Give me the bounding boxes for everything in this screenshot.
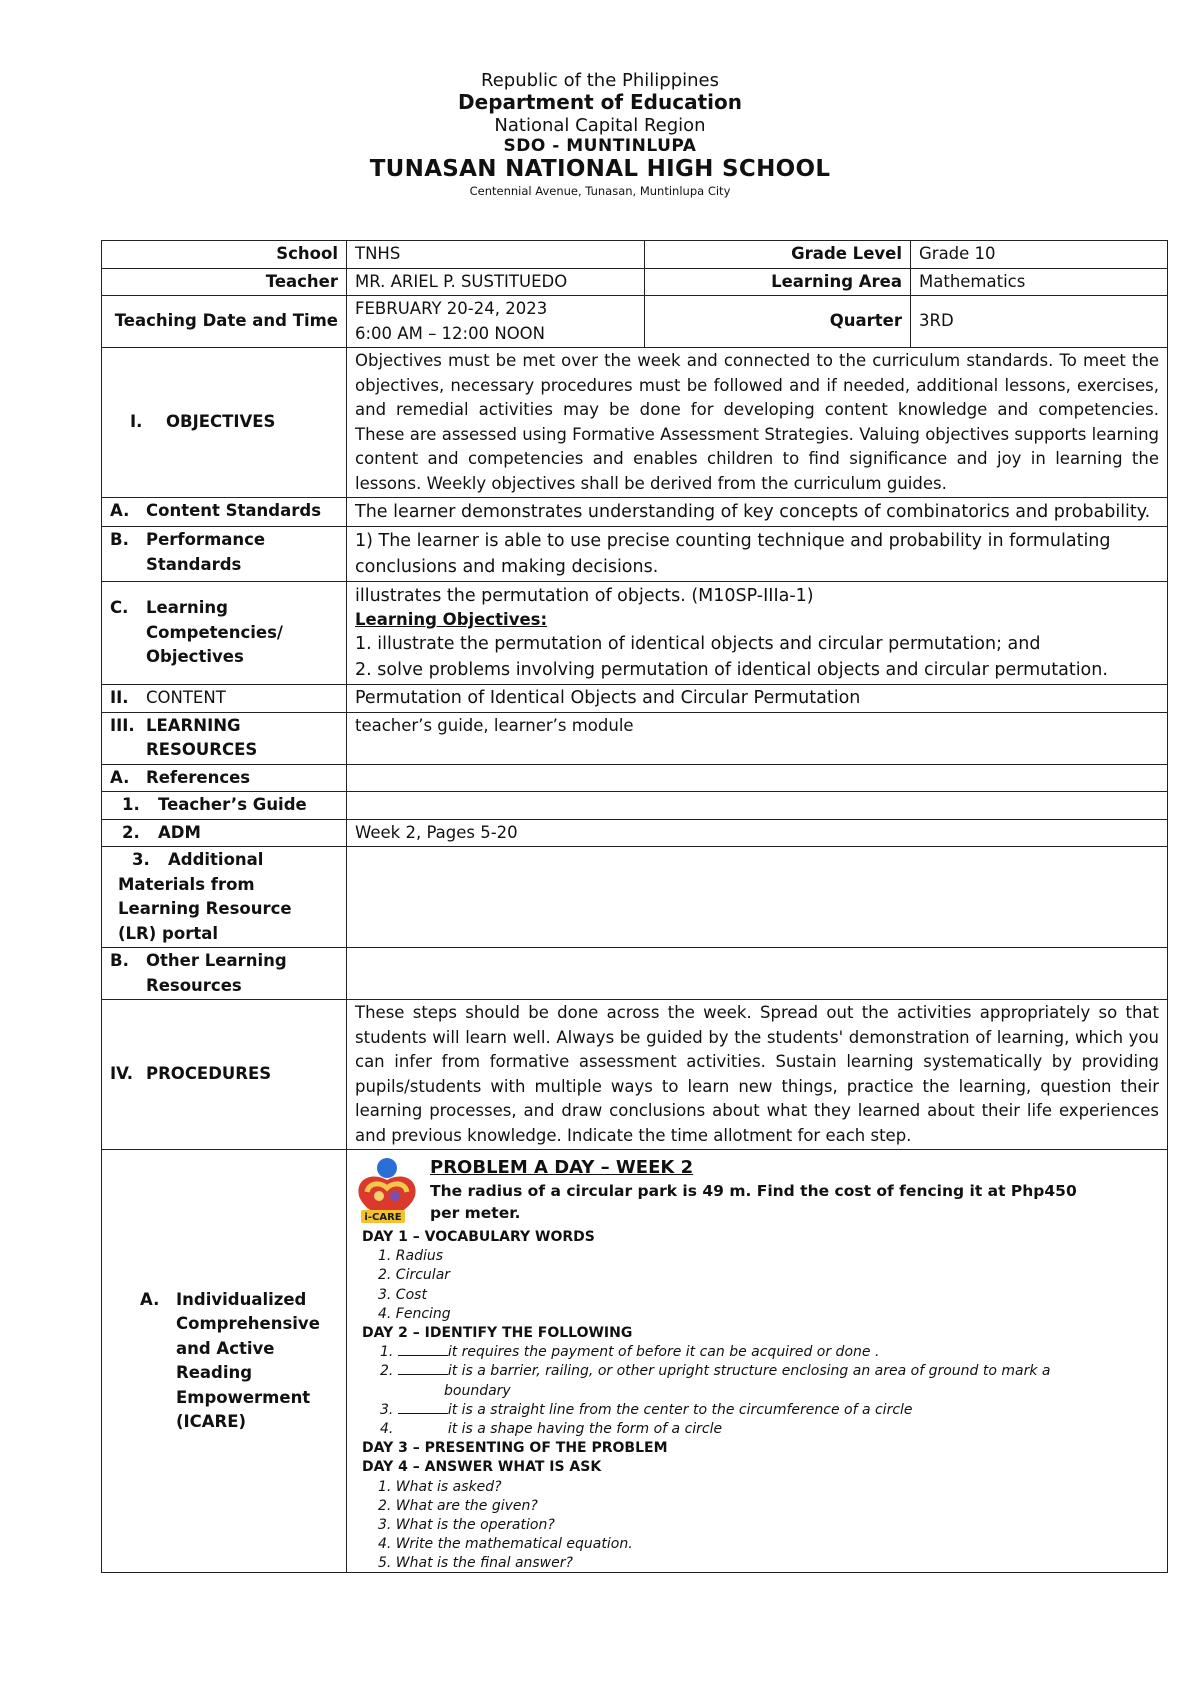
- school-address: Centennial Avenue, Tunasan, Muntinlupa City: [469, 184, 731, 199]
- procedures-text: These steps should be done across the week. Spread out the activities appropriately so that students will learn well. Always be guided by the students' demonstration of learning, which you can infer from formative assessment activities. Sustain learning systematically by providing pupils/students with multiple ways to learn new things, practice the learning, question their learning processes, and draw conclusions about what they learned about their life experiences and previous knowledge. Indicate the time allotment for each step.: [347, 1000, 1168, 1150]
- area-label: Learning Area: [645, 268, 911, 296]
- icare-label-1: Individualized: [176, 1289, 307, 1309]
- grade-label: Grade Level: [645, 241, 911, 269]
- other-resources-value: [347, 948, 1168, 1000]
- procedures-num: IV.: [110, 1064, 134, 1084]
- identify-item-1: 1. it requires the payment of before it can be acquired or done .: [380, 1344, 880, 1361]
- learning-competencies-label-cell: [102, 582, 347, 685]
- problem-title: PROBLEM A DAY – WEEK 2: [430, 1157, 694, 1178]
- content-label-cell: [102, 685, 347, 713]
- learning-objectives-heading: Learning Objectives:: [355, 610, 548, 629]
- teachers-guide-label-cell: [102, 792, 347, 820]
- icare-label-2: Comprehensive: [176, 1314, 320, 1333]
- icare-label-5: Empowerment: [176, 1387, 311, 1407]
- content-text: Permutation of Identical Objects and Circular Permutation: [347, 685, 1168, 713]
- references-label: References: [146, 767, 251, 787]
- other-resources-num: B.: [110, 951, 129, 970]
- icare-row: [102, 1150, 1168, 1573]
- vocab-item: 2. Circular: [378, 1267, 451, 1284]
- quarter-value: 3RD: [911, 296, 1168, 348]
- day-2-heading: DAY 2 – IDENTIFY THE FOLLOWING: [362, 1325, 633, 1342]
- content-standards-label-cell: [102, 498, 347, 527]
- learning-competencies-row: [102, 582, 1168, 685]
- learning-competencies-label-2: Competencies/: [146, 622, 283, 642]
- additional-materials-label-3: Learning Resource: [118, 899, 292, 918]
- icare-content-cell: [347, 1150, 1168, 1573]
- learning-objective-1: 1. illustrate the permutation of identical objects and circular permutation; and: [355, 634, 1041, 654]
- teachers-guide-value: [347, 792, 1168, 820]
- content-num: II.: [110, 688, 129, 707]
- other-resources-row: [102, 948, 1168, 1000]
- question-item: 5. What is the final answer?: [378, 1555, 573, 1572]
- icare-label-3: and Active: [176, 1338, 275, 1358]
- adm-value: Week 2, Pages 5-20: [347, 819, 1168, 847]
- vocab-item: 4. Fencing: [378, 1305, 451, 1322]
- daily-lesson-log-table: [101, 240, 1168, 1573]
- problem-line-1: The radius of a circular park is 49 m. Find the cost of fencing it at Php450: [430, 1182, 1077, 1200]
- question-item: 2. What are the given?: [378, 1497, 538, 1514]
- teacher-value: MR. ARIEL P. SUSTITUEDO: [347, 268, 645, 296]
- adm-label: ADM: [158, 822, 201, 842]
- info-row-school: [102, 241, 1168, 269]
- icare-label-cell: [102, 1150, 347, 1573]
- content-label: CONTENT: [146, 688, 226, 707]
- additional-materials-row: [102, 847, 1168, 948]
- identify-item-4: 4. it is a shape having the form of a circle: [380, 1421, 723, 1438]
- question-item: 4. Write the mathematical equation.: [378, 1536, 633, 1553]
- learning-resources-label-2: RESOURCES: [146, 740, 258, 759]
- learning-resources-label-cell: [102, 712, 347, 764]
- procedures-label-cell: [102, 1000, 347, 1150]
- problem-a-day-panel: [347, 1150, 1167, 1572]
- learning-resources-label-1: LEARNING: [146, 715, 241, 735]
- procedures-row: [102, 1000, 1168, 1150]
- day-4-heading: DAY 4 – ANSWER WHAT IS ASK: [362, 1459, 602, 1476]
- additional-materials-label-2: Materials from: [118, 874, 255, 894]
- icare-logo-text: i-CARE: [364, 1212, 402, 1223]
- additional-materials-label-4: (LR) portal: [118, 923, 219, 943]
- competency-line: illustrates the permutation of objects. (M10SP-IIIa-1): [355, 586, 814, 606]
- other-resources-label-cell: [102, 948, 347, 1000]
- adm-label-cell: [102, 819, 347, 847]
- references-num: A.: [110, 767, 130, 787]
- additional-materials-label-cell: [102, 847, 347, 948]
- school-label: School: [102, 241, 347, 269]
- vocab-item: 1. Radius: [378, 1248, 444, 1265]
- objectives-row: [102, 348, 1168, 498]
- day-3-heading: DAY 3 – PRESENTING OF THE PROBLEM: [362, 1440, 668, 1457]
- learning-competencies-num: C.: [110, 598, 129, 618]
- adm-num: 2.: [122, 822, 140, 842]
- school-name: TUNASAN NATIONAL HIGH SCHOOL: [369, 156, 831, 183]
- objectives-label-cell: [102, 348, 347, 498]
- date-value: FEBRUARY 20-24, 2023: [355, 299, 548, 318]
- vocab-item: 3. Cost: [378, 1286, 427, 1303]
- teachers-guide-num: 1.: [122, 795, 140, 814]
- identify-item-2: 2. it is a barrier, railing, or other upright structure enclosing an area of ground to mark a: [380, 1363, 1051, 1380]
- other-resources-label-1: Other Learning: [146, 951, 287, 970]
- performance-standards-num: B.: [110, 530, 129, 549]
- content-standards-text: The learner demonstrates understanding of key concepts of combinatorics and probability.: [347, 498, 1168, 527]
- problem-statement: [430, 1180, 1090, 1224]
- sdo-line: SDO - MUNTINLUPA: [503, 136, 697, 157]
- info-row-date: [102, 296, 1168, 348]
- question-item: 3. What is the operation?: [378, 1517, 555, 1534]
- references-value: [347, 764, 1168, 792]
- content-standards-row: [102, 498, 1168, 527]
- region-line: National Capital Region: [494, 114, 706, 136]
- time-value: 6:00 AM – 12:00 NOON: [355, 323, 546, 343]
- performance-standards-row: [102, 527, 1168, 582]
- performance-standards-label-cell: [102, 527, 347, 582]
- learning-competencies-cell: [347, 582, 1168, 685]
- grade-value: Grade 10: [911, 241, 1168, 269]
- learning-resources-row: [102, 712, 1168, 764]
- area-value: Mathematics: [911, 268, 1168, 296]
- learning-resources-num: III.: [110, 715, 135, 735]
- additional-materials-label-1: Additional: [168, 850, 264, 869]
- problem-line-2: per meter.: [430, 1204, 521, 1222]
- content-standards-num: A.: [110, 501, 130, 520]
- quarter-label: Quarter: [645, 296, 911, 348]
- content-standards-label: Content Standards: [146, 501, 322, 520]
- icare-label-6: (ICARE): [176, 1412, 247, 1431]
- content-row: [102, 685, 1168, 713]
- objectives-label: OBJECTIVES: [166, 412, 276, 432]
- performance-standards-label-1: Performance: [146, 530, 266, 549]
- day-1-heading: DAY 1 – VOCABULARY WORDS: [362, 1229, 595, 1245]
- question-item: 1. What is asked?: [378, 1478, 502, 1495]
- icare-label-4: Reading: [176, 1363, 253, 1382]
- references-label-cell: [102, 764, 347, 792]
- icare-logo-icon: [351, 1156, 423, 1226]
- other-resources-label-2: Resources: [146, 975, 242, 995]
- identify-item-2-cont: boundary: [444, 1382, 511, 1399]
- procedures-label: PROCEDURES: [146, 1064, 272, 1084]
- teachers-guide-label: Teacher’s Guide: [158, 795, 307, 814]
- objectives-text: Objectives must be met over the week and connected to the curriculum standards. To meet the objectives, necessary procedures must be followed and if needed, additional lessons, exercises, and remedial activities may be done for developing content knowledge and competencies. These are assessed using Formative Assessment Strategies. Valuing objectives supports learning content and competencies and enables children to find significance and joy in learning the lessons. Weekly objectives shall be derived from the curriculum guides.: [347, 348, 1168, 498]
- department-line: Department of Education: [458, 90, 742, 115]
- additional-materials-value: [347, 847, 1168, 948]
- objectives-num: I.: [130, 412, 143, 432]
- additional-materials-num: 3.: [132, 850, 150, 869]
- document-header: [0, 70, 1200, 199]
- performance-standards-label-2: Standards: [146, 554, 242, 574]
- date-label: Teaching Date and Time: [102, 296, 347, 348]
- learning-competencies-label-1: Learning: [146, 598, 228, 618]
- references-row: [102, 764, 1168, 792]
- school-value: TNHS: [347, 241, 645, 269]
- adm-row: [102, 819, 1168, 847]
- info-row-teacher: [102, 268, 1168, 296]
- performance-standards-text: 1) The learner is able to use precise counting technique and probability in formulating conclusions and making decisions.: [347, 527, 1168, 582]
- teachers-guide-row: [102, 792, 1168, 820]
- learning-resources-text: teacher’s guide, learner’s module: [347, 712, 1168, 764]
- teacher-label: Teacher: [102, 268, 347, 296]
- icare-num: A.: [140, 1289, 160, 1309]
- date-value-cell: [347, 296, 645, 348]
- learning-competencies-label-3: Objectives: [146, 647, 244, 667]
- identify-item-3: 3. it is a straight line from the center to the circumference of a circle: [380, 1401, 913, 1418]
- problem-days: [362, 1228, 1122, 1574]
- republic-line: Republic of the Philippines: [481, 70, 719, 91]
- learning-objective-2: 2. solve problems involving permutation of identical objects and circular permutation.: [355, 660, 1108, 680]
